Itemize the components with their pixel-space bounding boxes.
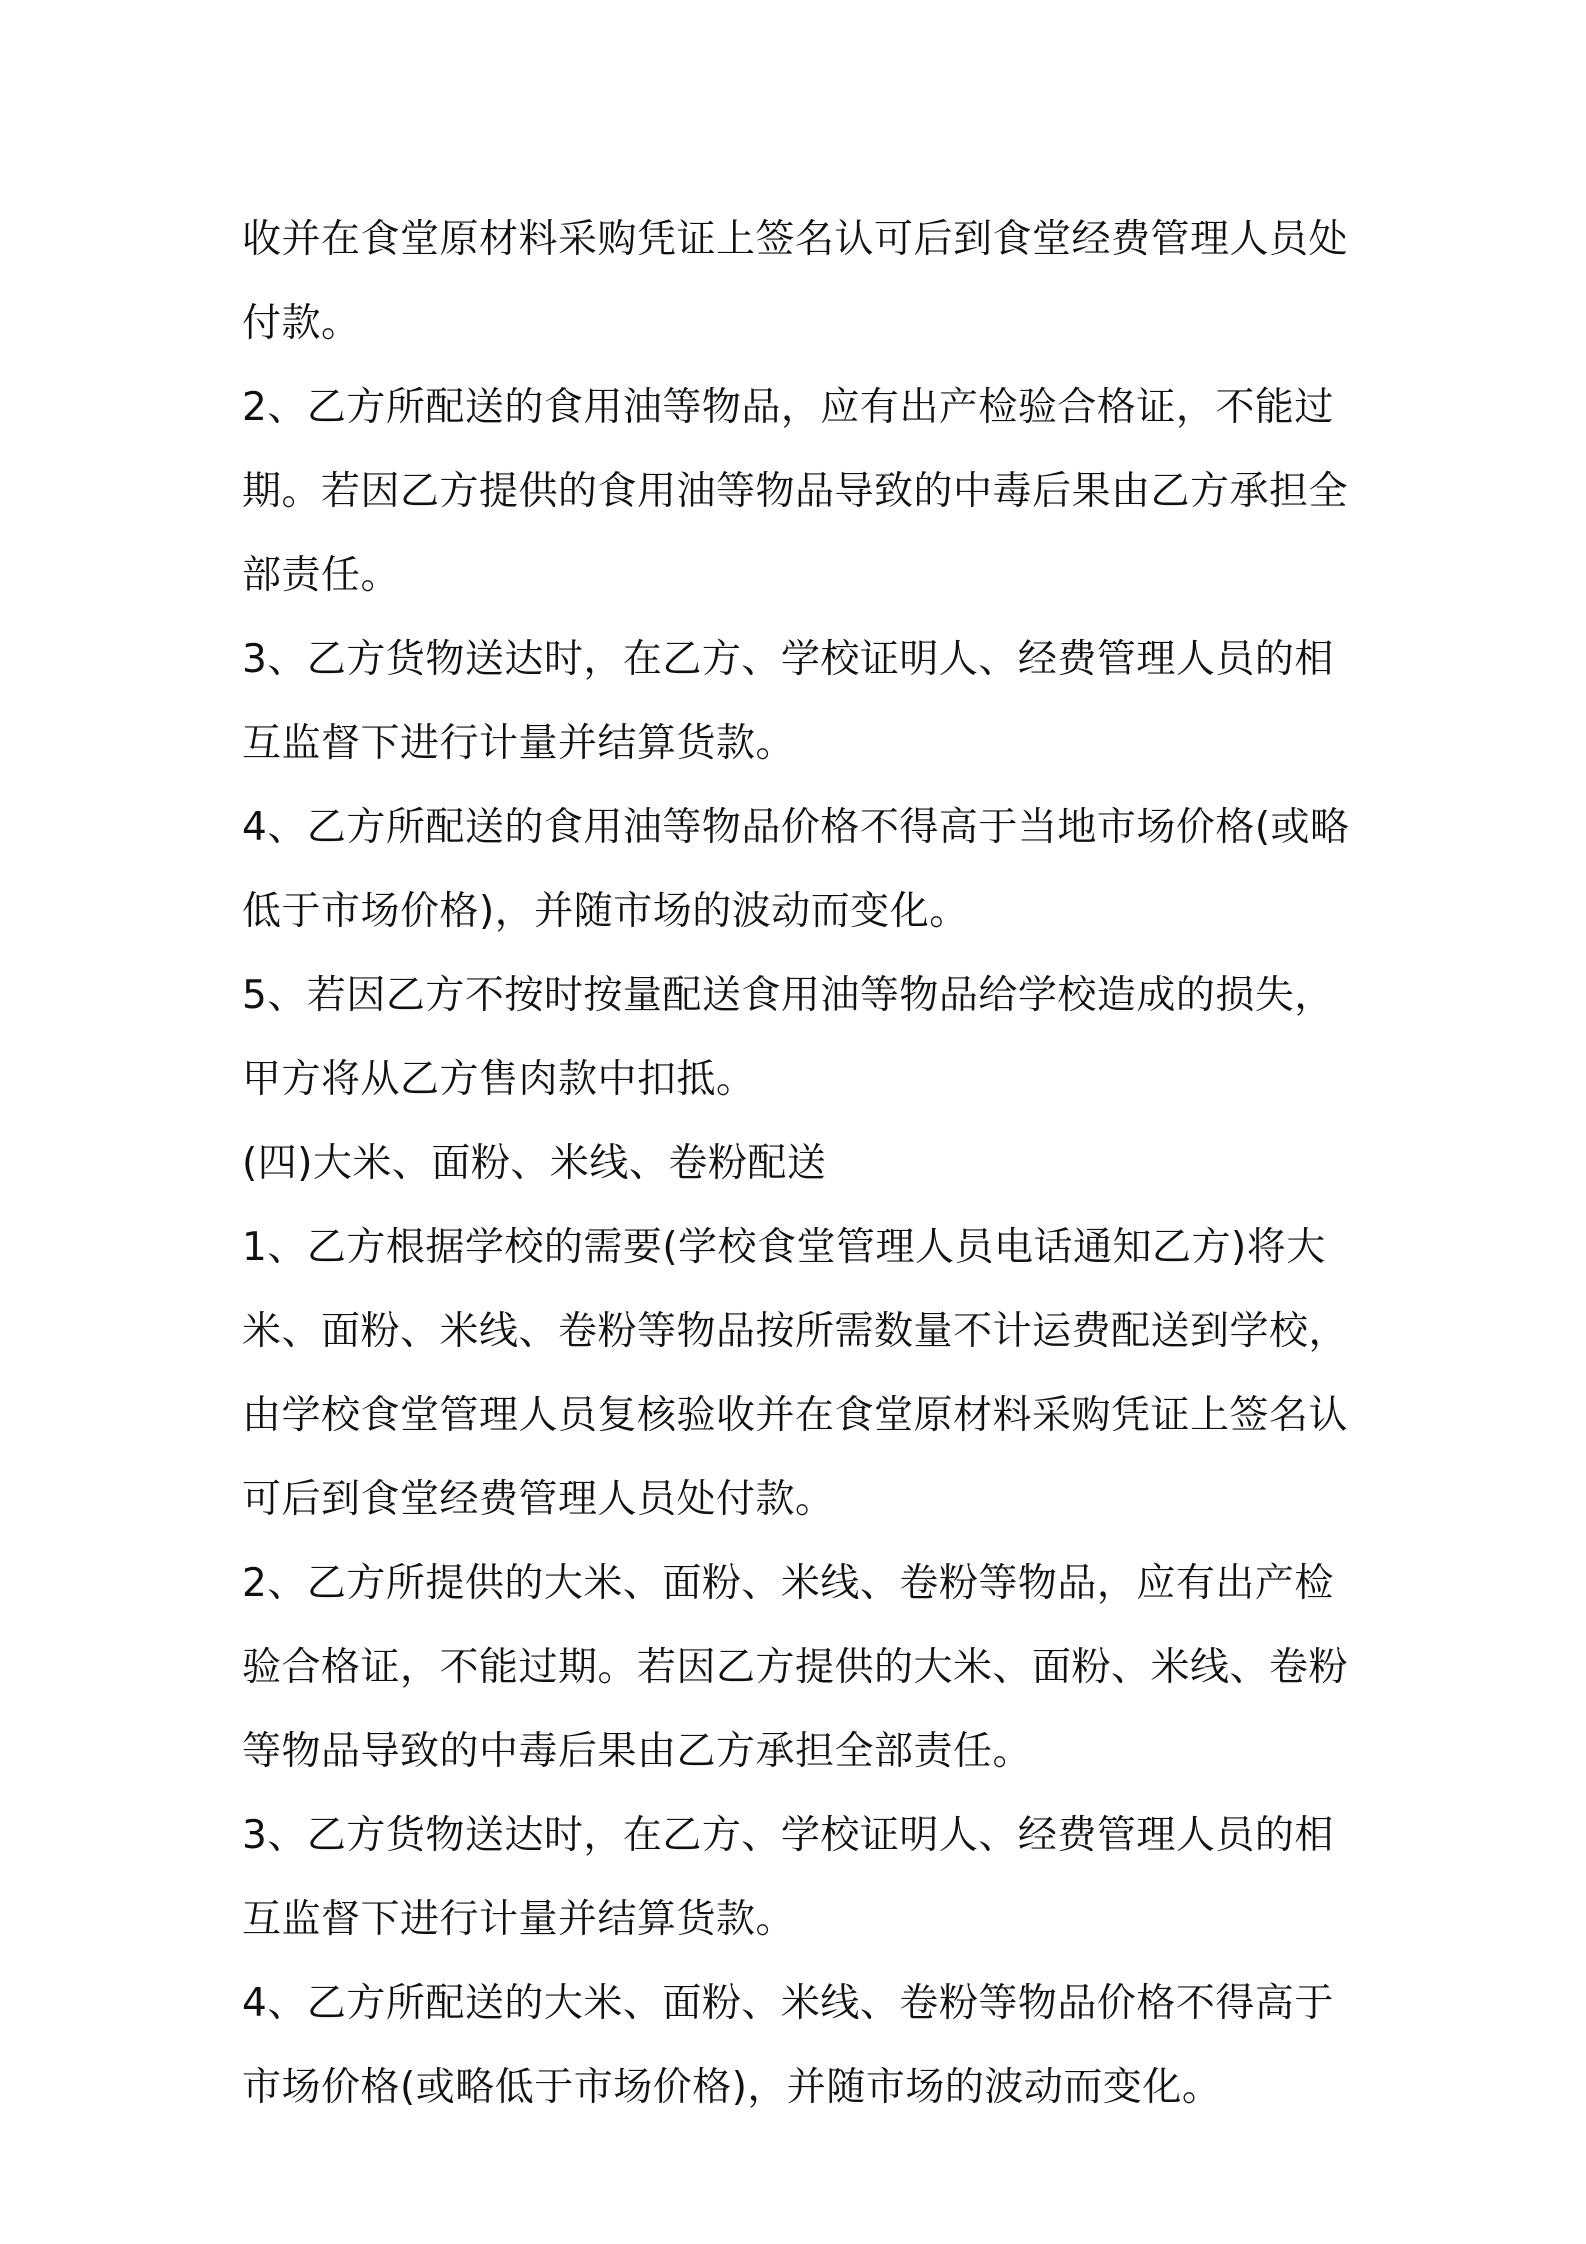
paragraph-payment-continuation: 收并在食堂原材料采购凭证上签名认可后到食堂经费管理人员处付款。 <box>242 217 1349 346</box>
paragraph-rice-clause-1: 1、乙方根据学校的需要(学校食堂管理人员电话通知乙方)将大米、面粉、米线、卷粉等物品按所需数量不计运费配送到学校，由学校食堂管理人员复核验收并在食堂原材料采购凭证上签名认可后到食堂经费管理人员处付款。 <box>242 1225 1349 1522</box>
section-heading-rice-flour: (四)大米、面粉、米线、卷粉配送 <box>242 1141 827 1186</box>
paragraph-oil-clause-2: 2、乙方所配送的食用油等物品，应有出产检验合格证，不能过期。若因乙方提供的食用油等物品导致的中毒后果由乙方承担全部责任。 <box>242 385 1349 598</box>
paragraph-oil-clause-3: 3、乙方货物送达时，在乙方、学校证明人、经费管理人员的相互监督下进行计量并结算货款。 <box>242 637 1334 766</box>
paragraph-oil-clause-4: 4、乙方所配送的食用油等物品价格不得高于当地市场价格(或略低于市场价格)，并随市场的波动而变化。 <box>242 805 1350 934</box>
document-body <box>242 198 1366 2130</box>
paragraph-rice-clause-3: 3、乙方货物送达时，在乙方、学校证明人、经费管理人员的相互监督下进行计量并结算货款。 <box>242 1813 1334 1942</box>
paragraph-oil-clause-5: 5、若因乙方不按时按量配送食用油等物品给学校造成的损失，甲方将从乙方售肉款中扣抵。 <box>242 973 1334 1102</box>
paragraph-rice-clause-2: 2、乙方所提供的大米、面粉、米线、卷粉等物品，应有出产检验合格证，不能过期。若因乙方提供的大米、面粉、米线、卷粉等物品导致的中毒后果由乙方承担全部责任。 <box>242 1561 1349 1774</box>
paragraph-rice-clause-4: 4、乙方所配送的大米、面粉、米线、卷粉等物品价格不得高于市场价格(或略低于市场价格)，并随市场的波动而变化。 <box>242 1981 1334 2110</box>
